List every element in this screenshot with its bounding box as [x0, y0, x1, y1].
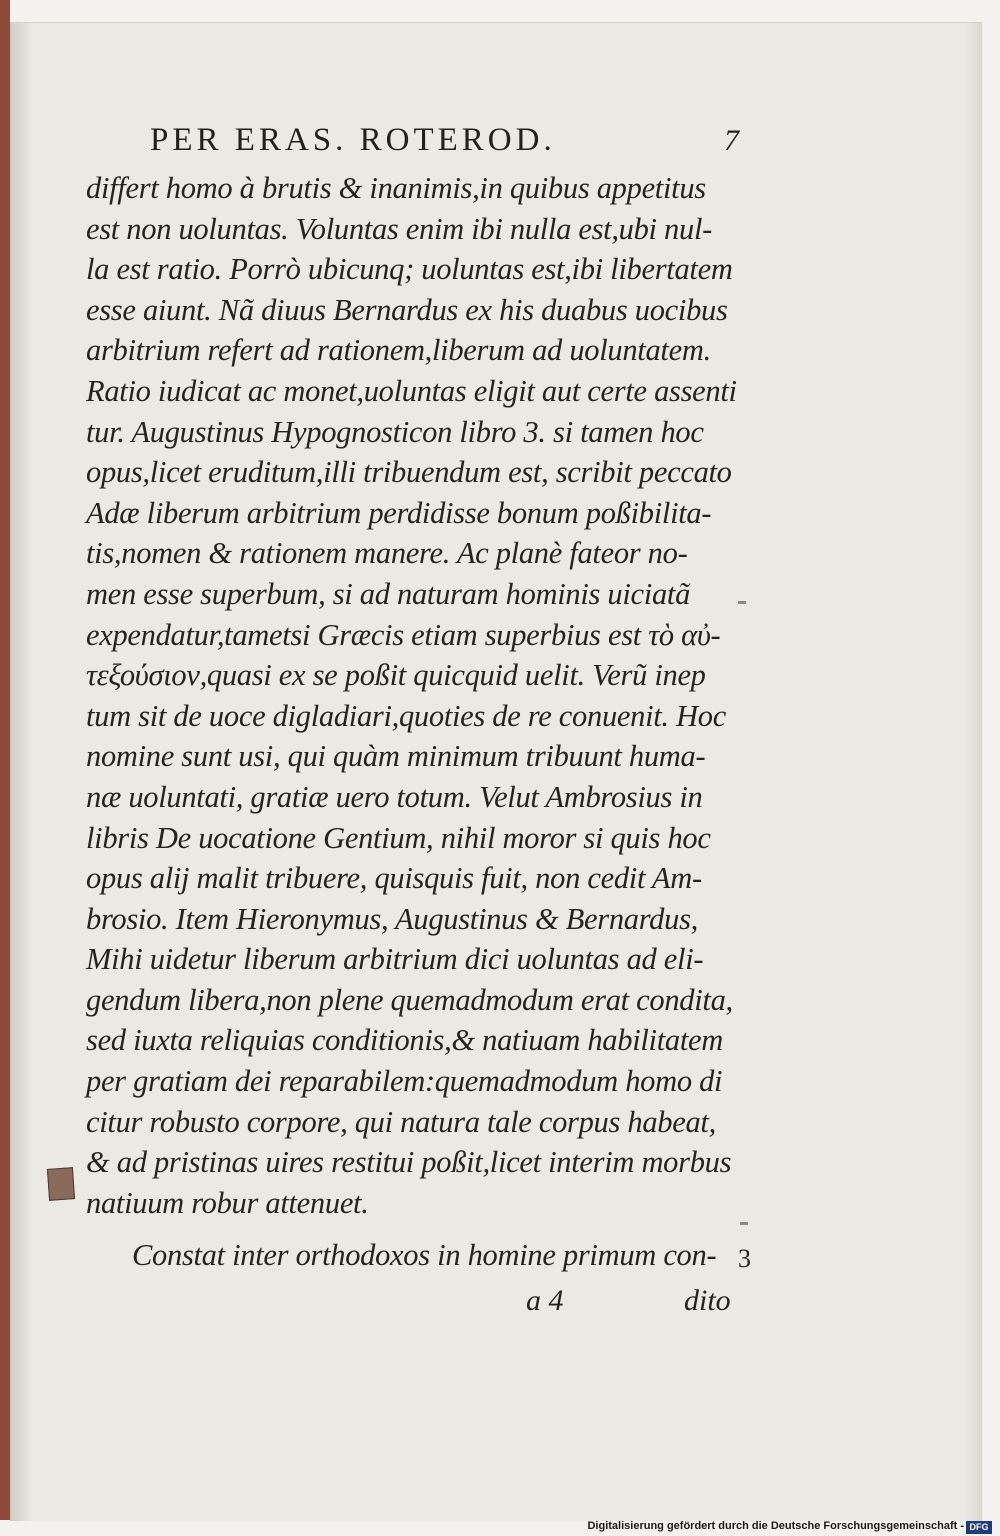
text-line: næ uoluntati, gratiæ uero totum. Velut Ambrosius in: [86, 779, 703, 814]
page-edge-shadow: [965, 23, 981, 1521]
text-line: & ad pristinas uires restitui poßit,licet interim morbus: [86, 1145, 732, 1180]
text-line: τεξούσιον,quasi ex se poßit quicquid uelit. Verũ inep: [86, 658, 706, 693]
page-edge-mark: [740, 1222, 748, 1225]
text-line: tis,nomen & rationem manere. Ac planè fateor no-: [86, 536, 688, 571]
text-line: brosio. Item Hieronymus, Augustinus & Bernardus,: [86, 901, 698, 936]
paragraph-first-line: Constat inter orthodoxos in homine primum con-: [132, 1238, 717, 1272]
text-line: tum sit de uoce digladiari,quoties de re conuenit. Hoc: [86, 698, 726, 733]
text-line: tur. Augustinus Hypognosticon libro 3. si tamen hoc: [86, 414, 704, 449]
dfg-logo: DFG: [966, 1521, 992, 1534]
text-line: expendatur,tametsi Græcis etiam superbius est τὸ αὐ-: [86, 617, 721, 652]
text-line: men esse superbum, si ad naturam hominis uiciatã: [86, 576, 691, 611]
text-line: citur robusto corpore, qui natura tale corpus habeat,: [86, 1104, 716, 1139]
text-line: sed iuxta reliquias conditionis,& natiuam habilitatem: [86, 1023, 723, 1058]
credit-text: Digitalisierung gefördert durch die Deutsche Forschungsgemeinschaft -: [587, 1520, 964, 1532]
text-line: nomine sunt usi, qui quàm minimum tribuunt huma-: [86, 739, 706, 774]
running-title: PER ERAS. ROTEROD.: [150, 122, 556, 158]
marginal-note: 3: [738, 1244, 751, 1273]
page-gutter-shadow: [11, 23, 33, 1521]
catchword: dito: [684, 1284, 731, 1317]
text-line: opus,licet eruditum,illi tribuendum est, scribit peccato: [86, 455, 732, 490]
text-line: natiuum robur attenuet.: [86, 1185, 369, 1220]
text-line: est non uoluntas. Voluntas enim ibi nulla est,ubi nul-: [86, 211, 712, 246]
text-line: Adæ liberum arbitrium perdidisse bonum poßibilita-: [86, 495, 712, 530]
text-line: opus alij malit tribuere, quisquis fuit, non cedit Am-: [86, 861, 702, 896]
text-line: Ratio iudicat ac monet,uoluntas eligit aut certe assenti: [86, 373, 737, 408]
text-line: gendum libera,non plene quemadmodum erat condita,: [86, 982, 733, 1017]
text-line: per gratiam dei reparabilem:quemadmodum homo di: [86, 1064, 723, 1099]
text-line: Mihi uidetur liberum arbitrium dici uoluntas ad eli-: [86, 942, 704, 977]
folio-number: 7: [724, 124, 739, 157]
text-line: differt homo à brutis & inanimis,in quibus appetitus: [86, 171, 706, 205]
text-line: libris De uocatione Gentium, nihil moror si quis hoc: [86, 820, 711, 855]
page-edge-mark: [738, 601, 746, 604]
text-line: esse aiunt. Nã diuus Bernardus ex his duabus uocibus: [86, 292, 728, 327]
text-line: la est ratio. Porrò ubicunq; uoluntas est,ibi libertatem: [86, 252, 733, 287]
main-text-block: [86, 168, 736, 1223]
book-cover-edge: [0, 0, 10, 1520]
digitization-credit: [587, 1520, 964, 1532]
text-line: arbitrium refert ad rationem,liberum ad uoluntatem.: [86, 333, 711, 368]
page-tab-marker: [47, 1167, 75, 1201]
signature-mark: a 4: [526, 1284, 564, 1317]
